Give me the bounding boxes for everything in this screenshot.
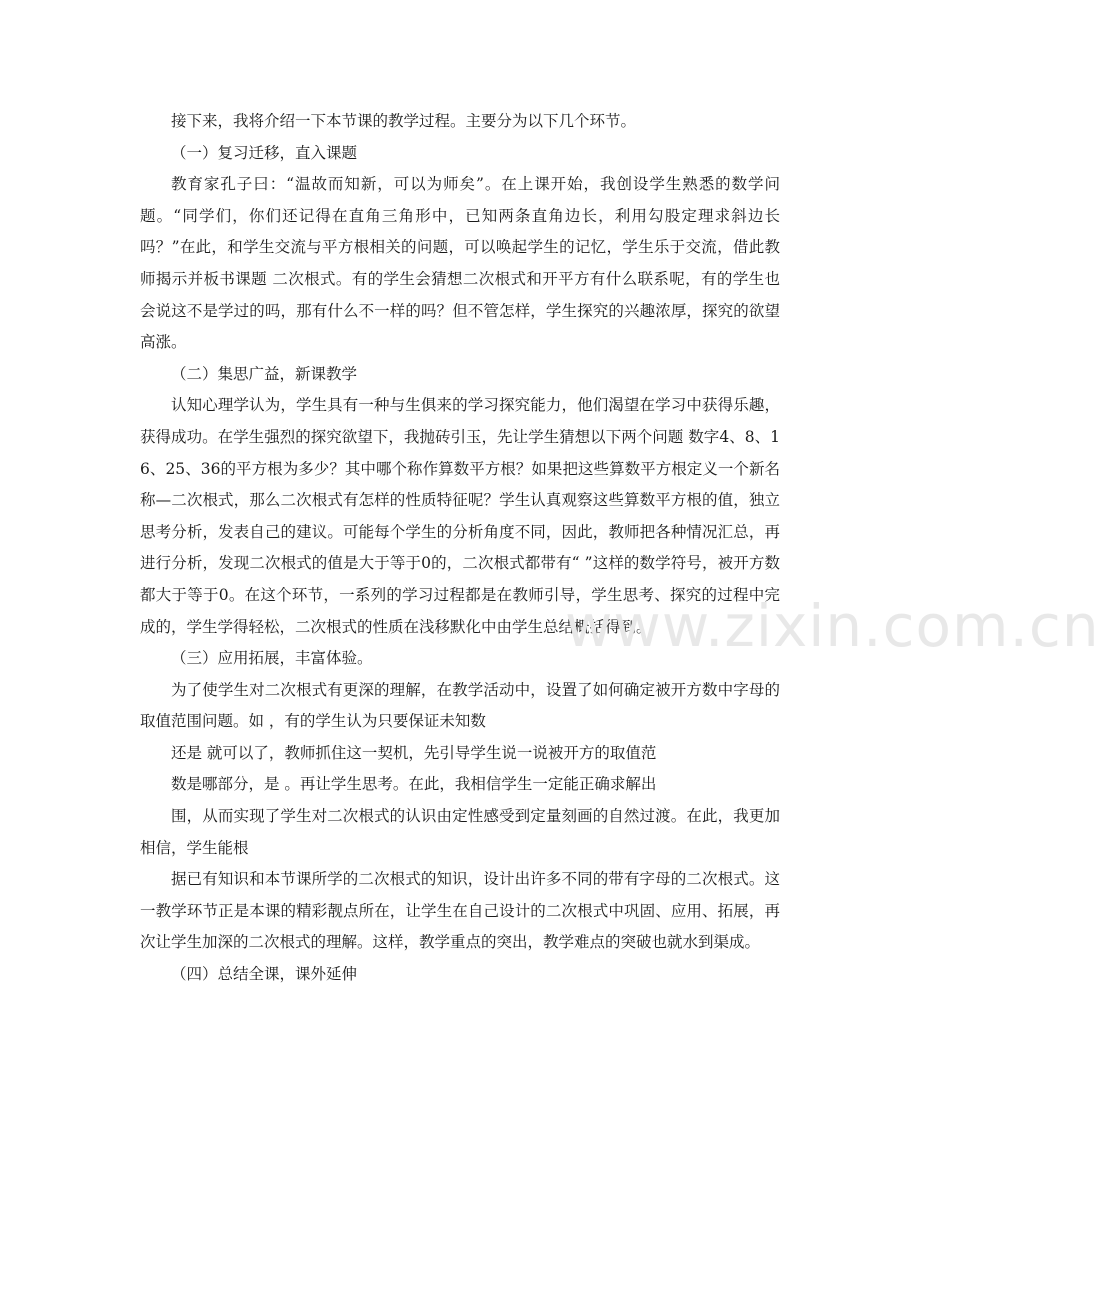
- section-3-paragraph-c: 数是哪部分，是 。再让学生思考。在此，我相信学生一定能正确求解出: [171, 775, 657, 794]
- section-3-paragraph-b: 还是 就可以了，教师抓住这一契机，先引导学生说一说被开方的取值范: [171, 743, 657, 762]
- section-3-paragraph-e: 据已有知识和本节课所学的二次根式的知识，设计出许多不同的带有字母的二次根式。这一教学环节正是本课的精彩靓点所在，让学生在自己设计的二次根式中巩固、应用、拓展，再次让学生加深的二次根式的理解。这样，教学重点的突出，教学难点的突破也就水到渠成。: [140, 870, 780, 952]
- section-1-paragraph: 教育家孔子曰：“温故而知新，可以为师矣”。在上课开始，我创设学生熟悉的数学问题。“同学们，你们还记得在直角三角形中，已知两条直角边长，利用勾股定理求斜边长吗？”在此，和学生交流与平方根相关的问题，可以唤起学生的记忆，学生乐于交流，借此教师揭示并板书课题 二次根式。有的学生会猜想二次根式和开平方有什么联系呢，有的学生也会说这不是学过的吗，那有什么不一样的吗？但不管怎样，学生探究的兴趣浓厚，探究的欲望高涨。: [140, 175, 780, 352]
- intro-paragraph: 接下来，我将介绍一下本节课的教学过程。主要分为以下几个环节。: [171, 112, 637, 130]
- section-3-paragraph-d: 围，从而实现了学生对二次根式的认识由定性感受到定量刻画的自然过渡。在此，我更加相信，学生能根: [140, 807, 780, 857]
- section-heading-2: （二）集思广益，新课教学: [171, 364, 358, 383]
- section-heading-1: （一）复习迁移，直入课题: [171, 143, 358, 162]
- section-heading-4: （四）总结全课，课外延伸: [171, 965, 358, 984]
- section-2-paragraph: 认知心理学认为，学生具有一种与生俱来的学习探究能力，他们渴望在学习中获得乐趣，获得成功。在学生强烈的探究欲望下，我抛砖引玉，先让学生猜想以下两个问题 数字4、8、16、25、36的平方根为多少？其中哪个称作算数平方根？如果把这些算数平方根定义一个新名称—二次根式，那么二次根式有怎样的性质特征呢？学生认真观察这些算数平方根的值，独立思考分析，发表自己的建议。可能每个学生的分析角度不同，因此，教师把各种情况汇总，再进行分析，发现二次根式的值是大于等于0的，二次根式都带有“ ”这样的数学符号，被开方数都大于等于0。在这个环节，一系列的学习过程都是在教师引导，学生思考、探究的过程中完成的，学生学得轻松，二次根式的性质在浅移默化中由学生总结概括得到。: [140, 396, 780, 636]
- document-body: [140, 106, 780, 991]
- watermark: www.zixin.com.cn: [565, 592, 1100, 660]
- section-heading-3: （三）应用拓展，丰富体验。: [171, 649, 373, 668]
- section-3-paragraph-a: 为了使学生对二次根式有更深的理解，在教学活动中，设置了如何确定被开方数中字母的取值范围问题。如 ，有的学生认为只要保证未知数: [140, 680, 780, 731]
